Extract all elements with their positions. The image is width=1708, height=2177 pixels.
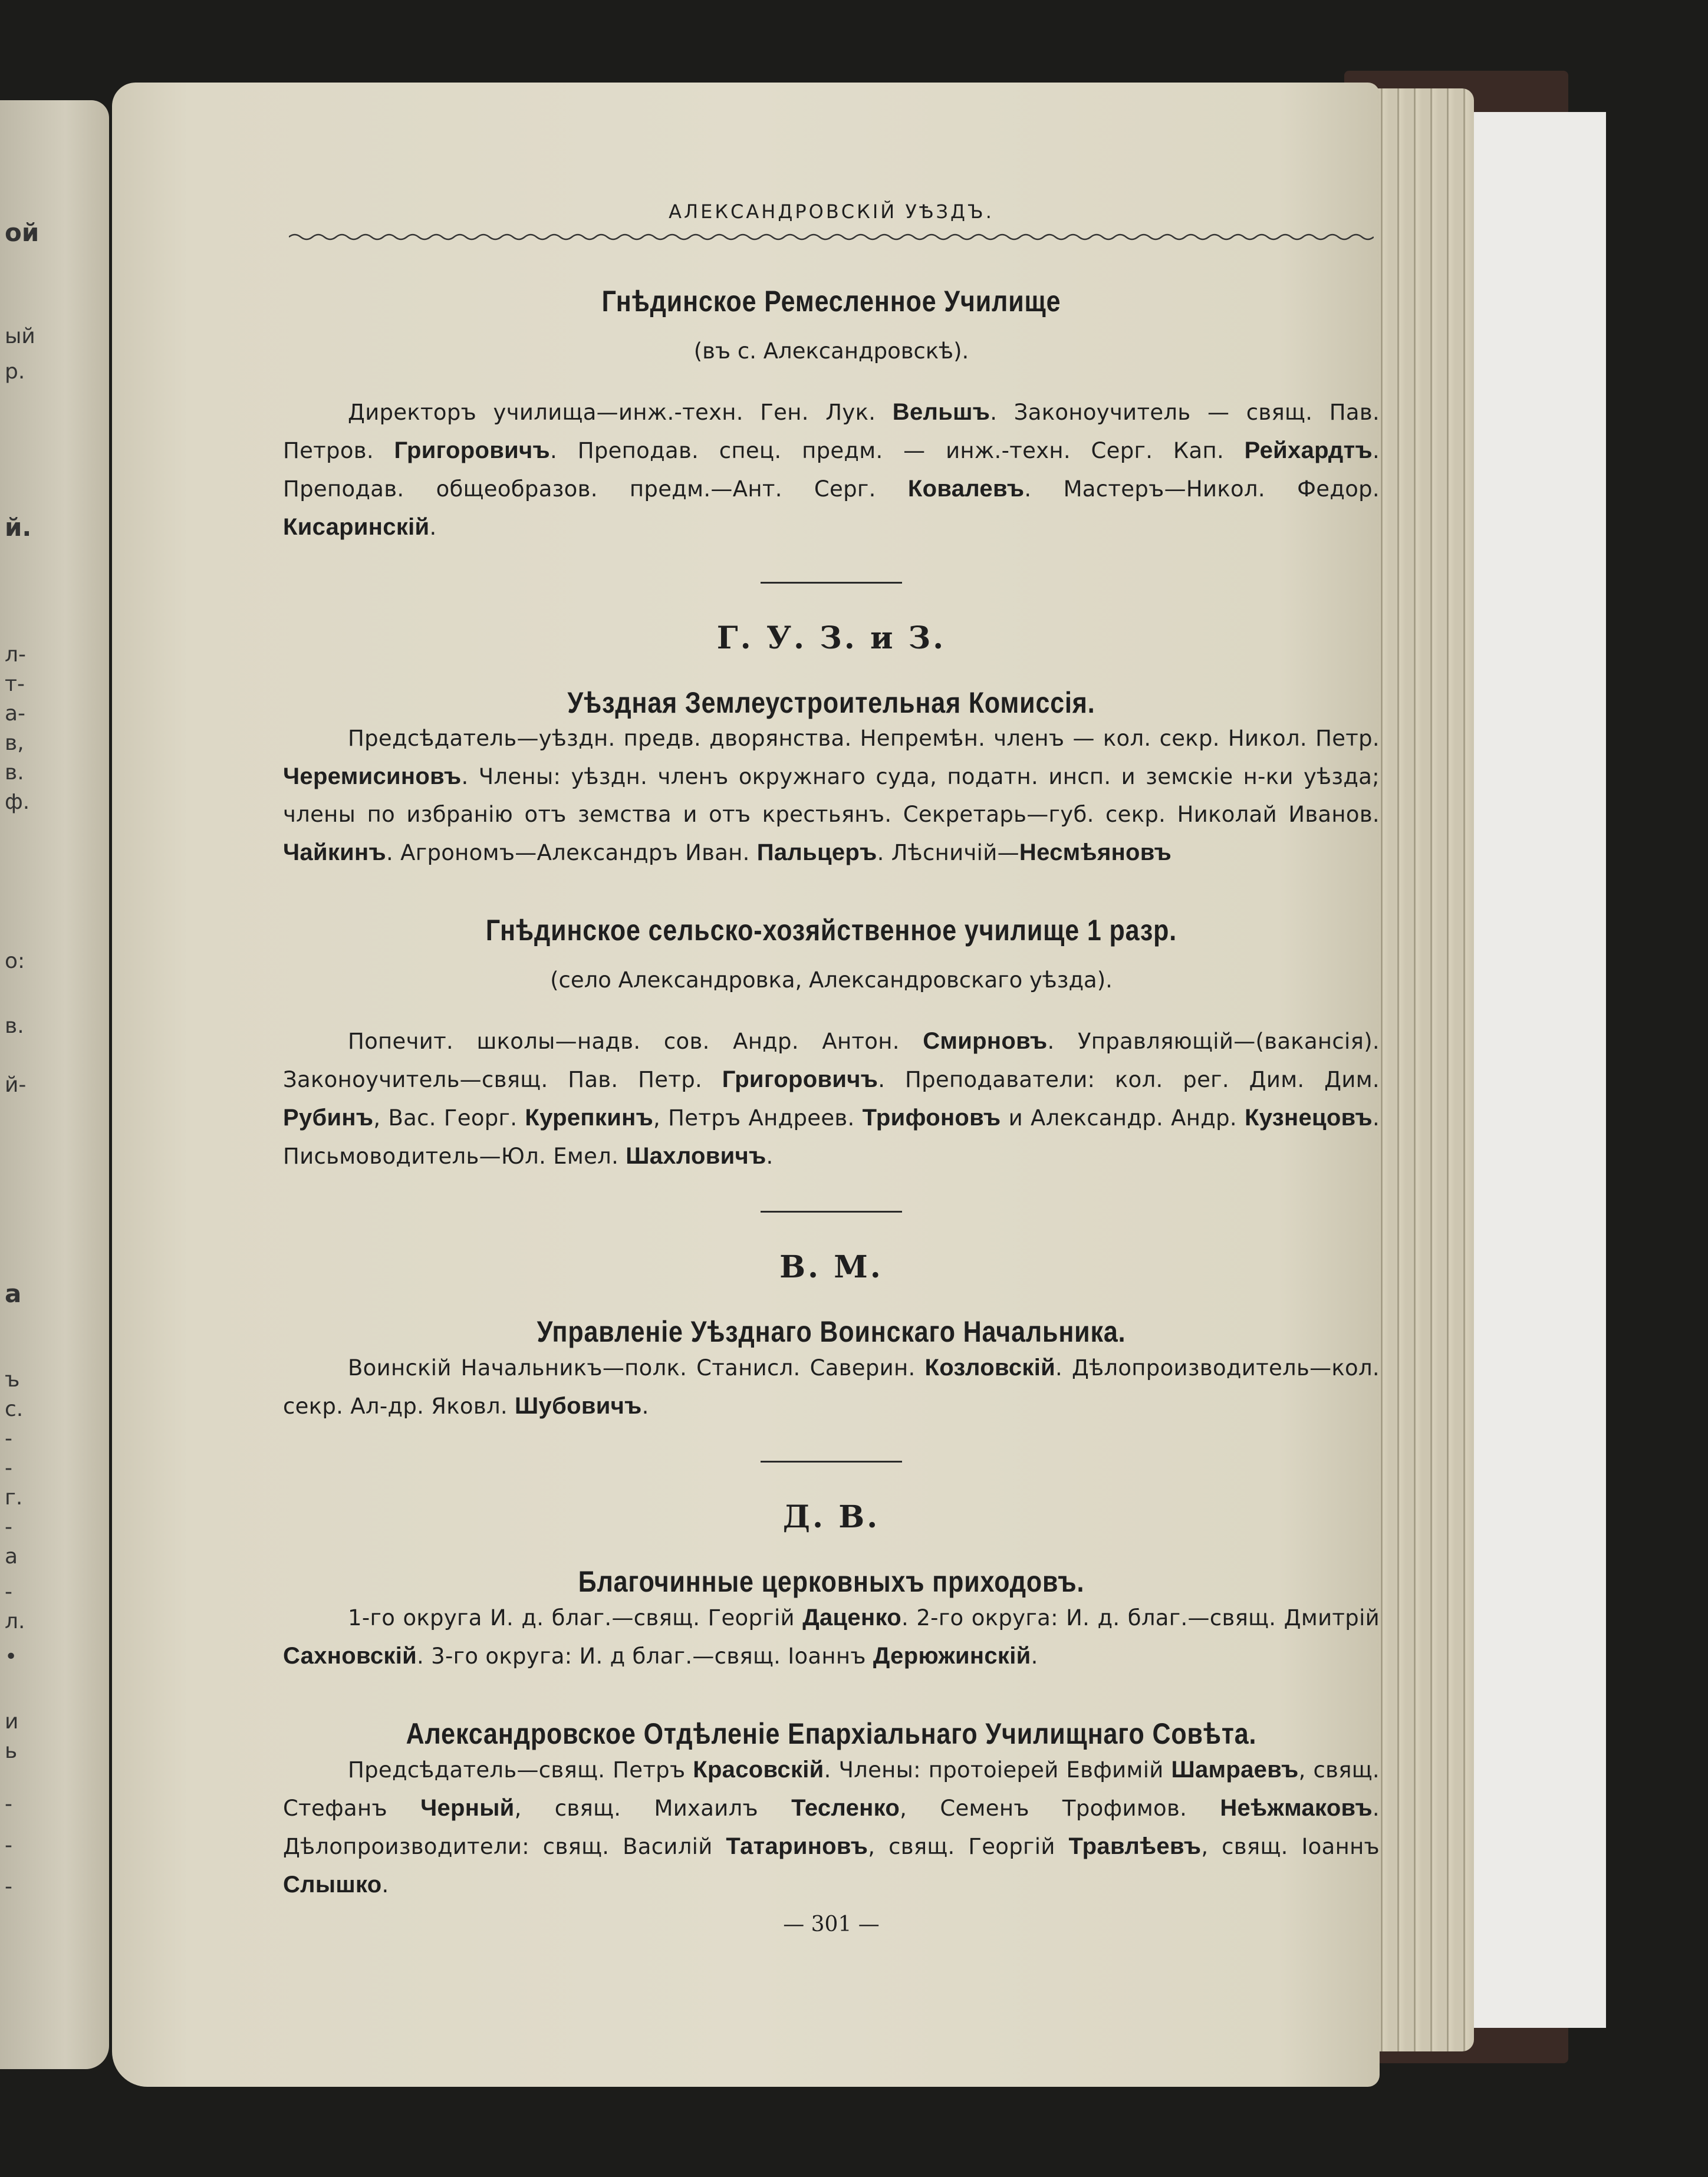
person-surname: Чайкинъ	[283, 839, 386, 865]
body-text: . Мастеръ—Никол. Федор.	[1024, 476, 1380, 502]
person-surname: Дерюжинскій	[873, 1643, 1031, 1669]
person-surname: Ковалевъ	[907, 476, 1025, 502]
body-text: , свящ. Стефанъ	[283, 1757, 1380, 1821]
section-title-otdelenie: Александровское Отдѣленіе Епархіальнаго Училищнаго Совѣта.	[406, 1717, 1257, 1750]
left-page-text-fragment: -	[5, 1833, 12, 1857]
body-text: . Преподав. спец. предм. — инж.-техн. Серг. Кап.	[550, 438, 1245, 463]
left-page-text-fragment: -	[5, 1456, 12, 1480]
person-surname: Шубовичъ	[515, 1393, 642, 1419]
section-title-uchilishche: Гнѣдинское сельско-хозяйственное училище 1 разр.	[485, 914, 1177, 947]
person-surname: Неѣжмаковъ	[1220, 1795, 1373, 1821]
person-surname: Даценко	[802, 1605, 901, 1631]
left-page-text-fragment: -	[5, 1792, 12, 1816]
body-text: .	[429, 515, 437, 540]
body-text: . Преподав. общеобразов. предм.—Ант. Серг.	[283, 438, 1380, 502]
left-page-text-fragment: ь	[5, 1739, 18, 1763]
separator-rule	[761, 1211, 902, 1213]
left-page-text-fragment: •	[5, 1645, 18, 1669]
department-heading: В. М.	[779, 1249, 883, 1285]
body-text: , Петръ Андреев.	[653, 1105, 863, 1131]
body-text: Попечит. школы—надв. сов. Андр. Антон.	[348, 1029, 923, 1054]
person-surname: Сахновскій	[283, 1643, 417, 1669]
department-heading: Г. У. З. и З.	[716, 620, 946, 656]
person-surname: Козловскій	[924, 1355, 1056, 1381]
body-text: . Управляющій—(вакансія). Законоучитель—свящ. Пав. Петр.	[283, 1029, 1380, 1092]
department-heading: Д. В.	[782, 1499, 880, 1535]
separator-rule	[761, 582, 902, 584]
person-surname: Пальцеръ	[756, 839, 877, 865]
person-surname: Курепкинъ	[525, 1105, 654, 1131]
body-text: 1-го округа И. д. благ.—свящ. Георгій	[348, 1605, 803, 1631]
left-page-text-fragment: л.	[5, 1609, 25, 1633]
person-surname: Шамраевъ	[1171, 1757, 1299, 1783]
section-body-otdelenie	[283, 1751, 1380, 1904]
body-text: , свящ. Іоаннъ	[1201, 1834, 1380, 1859]
wavy-rule	[289, 231, 1374, 243]
body-text: . Лѣсничій—	[877, 840, 1019, 865]
section-body-blagochinnye	[283, 1599, 1380, 1675]
person-surname: Черный	[420, 1795, 515, 1821]
body-text: .	[766, 1144, 774, 1169]
body-text: .	[1031, 1644, 1038, 1669]
body-text: , Вас. Георг.	[373, 1105, 525, 1131]
left-page-text-fragment: -	[5, 1427, 12, 1451]
body-text: . Дѣлопроизводители: свящ. Василій	[283, 1796, 1380, 1859]
section-subtitle: (село Александровка, Александровскаго уѣзда).	[550, 967, 1113, 993]
section-title-remeslennoe: Гнѣдинское Ремесленное Училище	[601, 285, 1061, 318]
left-page-text-fragment: а	[5, 1279, 22, 1308]
person-surname: Татариновъ	[726, 1833, 868, 1859]
left-page-text-fragment: с.	[5, 1397, 24, 1421]
book-page	[112, 83, 1380, 2087]
running-title: АЛЕКСАНДРОВСКІЙ УѢЗДЪ.	[669, 200, 994, 223]
left-page-text-fragment: и	[5, 1710, 19, 1734]
body-text: и Александр. Андр.	[1001, 1105, 1245, 1131]
separator-rule	[761, 1461, 902, 1463]
body-text: Директоръ училища—инж.-техн. Ген. Лук.	[348, 400, 893, 425]
body-text: . Законоучитель — свящ. Пав. Петров.	[283, 400, 1380, 463]
person-surname: Несмѣяновъ	[1019, 839, 1172, 865]
left-page-text-fragment: й-	[5, 1073, 27, 1097]
person-surname: Рубинъ	[283, 1105, 374, 1131]
body-text: , свящ. Георгій	[868, 1834, 1069, 1859]
body-text: .	[381, 1872, 389, 1898]
section-title-komissia: Уѣздная Землеустроительная Комиссія.	[567, 686, 1095, 719]
body-text: .	[641, 1394, 649, 1419]
left-page-text-fragment: а	[5, 1544, 18, 1569]
person-surname: Вельшъ	[892, 399, 990, 425]
section-body-remeslennoe	[283, 393, 1380, 546]
left-page-text-fragment: -	[5, 1515, 12, 1539]
person-surname: Григоровичъ	[394, 437, 551, 463]
left-page-text-fragment: о:	[5, 949, 25, 973]
section-subtitle: (въ с. Александровскѣ).	[693, 338, 969, 364]
left-page-text-fragment: -	[5, 1580, 12, 1604]
body-text: Воинскій Начальникъ—полк. Станисл. Саверин.	[348, 1355, 925, 1381]
left-page-text-fragment: в.	[5, 760, 24, 785]
body-text: . Агрономъ—Александръ Иван.	[386, 840, 757, 865]
body-text: . Члены: протоіерей Евфимій	[824, 1757, 1171, 1783]
person-surname: Слышко	[283, 1872, 382, 1898]
body-text: . Письмоводитель—Юл. Емел.	[283, 1105, 1380, 1169]
left-page-text-fragment: ый	[5, 324, 35, 348]
left-page-text-fragment: р.	[5, 360, 25, 384]
left-page-text-fragment: -	[5, 1875, 12, 1899]
left-page-text-fragment: т-	[5, 672, 25, 696]
left-page-text-fragment: в,	[5, 731, 24, 755]
back-endpaper	[1468, 112, 1606, 2028]
person-surname: Черемисиновъ	[283, 763, 462, 789]
person-surname: Тесленко	[791, 1795, 900, 1821]
person-surname: Кузнецовъ	[1245, 1105, 1373, 1131]
left-page-text-fragment: ф.	[5, 790, 30, 814]
left-page-text-fragment: г.	[5, 1486, 23, 1510]
person-surname: Травлѣевъ	[1068, 1833, 1202, 1859]
person-surname: Григоровичъ	[722, 1066, 878, 1092]
page-content	[283, 200, 1380, 1936]
person-surname: Кисаринскій	[283, 514, 430, 540]
left-page-text-fragment: а-	[5, 701, 26, 726]
body-text: , Семенъ Трофимов.	[900, 1796, 1220, 1821]
left-page-text-fragment: й.	[5, 513, 32, 542]
person-surname: Шахловичъ	[626, 1143, 766, 1169]
section-title-blagochinnye: Благочинные церковныхъ приходовъ.	[578, 1565, 1085, 1598]
body-text: Предсѣдатель—свящ. Петръ	[348, 1757, 693, 1783]
person-surname: Смирновъ	[923, 1028, 1048, 1054]
person-surname: Рейхардтъ	[1244, 437, 1373, 463]
body-text: . 2-го округа: И. д. благ.—свящ. Дмитрій	[901, 1605, 1380, 1631]
left-page-text-fragment: в.	[5, 1014, 24, 1038]
section-body-uchilishche	[283, 1022, 1380, 1175]
body-text: , свящ. Михаилъ	[514, 1796, 792, 1821]
section-body-komissia	[283, 720, 1380, 872]
section-title-voinskii: Управленіе Уѣзднаго Воинскаго Начальника.	[537, 1315, 1126, 1348]
body-text: . 3-го округа: И. д благ.—свящ. Іоаннъ	[417, 1644, 873, 1669]
person-surname: Красовскій	[693, 1757, 824, 1783]
left-page-text-fragment: ой	[5, 218, 40, 247]
left-page-text-fragment: ъ	[5, 1368, 20, 1392]
person-surname: Трифоновъ	[862, 1105, 1001, 1131]
left-page-text-fragment: л-	[5, 643, 26, 667]
page-number: — 301 —	[783, 1912, 880, 1936]
body-text: . Члены: уѣздн. членъ окружнаго суда, податн. инсп. и земскіе н-ки уѣзда; члены по избранію отъ земства и отъ крестьянъ. Секретарь—губ. секр. Николай Иванов.	[283, 764, 1380, 827]
body-text: . Преподаватели: кол. рег. Дим. Дим.	[878, 1067, 1380, 1092]
body-text: Предсѣдатель—уѣздн. предв. дворянства. Непремѣн. членъ — кол. секр. Никол. Петр.	[348, 726, 1380, 751]
body-text: . Дѣлопроизводитель—кол. секр. Ал-др. Яковл.	[283, 1355, 1380, 1419]
section-body-voinskii	[283, 1349, 1380, 1425]
